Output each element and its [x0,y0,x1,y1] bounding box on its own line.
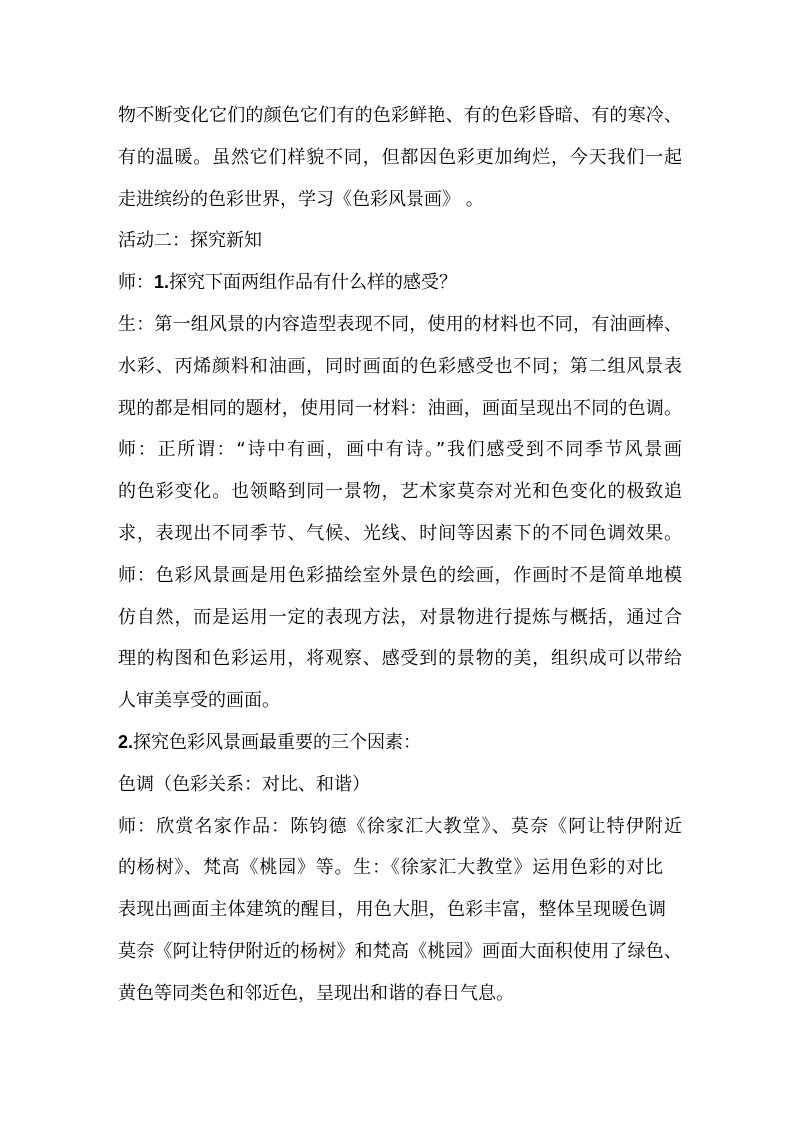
text-line [118,680,682,722]
text-line [118,973,682,1015]
question-line [118,262,682,304]
text-segment: 有的温暖。虽然它们样貌不同，但都因色彩更加绚烂，今天我们一起 [118,146,682,168]
text-segment: 色调（色彩关系：对比、和谐） [118,773,370,795]
item-number: 2. [118,731,134,752]
text-line [118,931,682,973]
text-line [118,95,682,137]
text-segment: 现的都是相同的题材，使用同一材料：油画，画面呈现出不同的色调。 [118,397,682,419]
text-segment: 探究下面两组作品有什么样的感受？ [169,272,458,294]
subsection-heading [118,722,682,764]
text-line [118,847,663,889]
text-segment: 水彩、丙烯颜料和油画，同时画面的色彩感受也不同；第二组风景表 [118,355,682,377]
text-line [118,555,682,597]
speaker-label: 师： [118,272,154,294]
section-heading [118,220,682,262]
text-segment: 理的构图和色彩运用，将观察、感受到的景物的美，组织成可以带给 [118,648,682,670]
text-segment: 求，表现出不同季节、气候、光线、时间等因素下的不同色调效果。 [118,522,682,544]
text-line [118,429,682,471]
text-line [118,806,682,848]
text-line [118,346,682,388]
text-line [118,889,666,931]
text-segment: 师：欣赏名家作品：陈钧德《徐家汇大教堂》、莫奈《阿让特伊附近 [118,815,682,837]
text-line [118,638,682,680]
text-segment: 师：色彩风景画是用色彩描绘室外景色的绘画，作画时不是简单地模 [118,564,682,586]
text-segment: 活动二：探究新知 [118,230,262,252]
text-line [118,471,682,513]
item-number: 1. [154,272,170,293]
text-segment: 的杨树》、梵高《桃园》等。生：《徐家汇大教堂》运用色彩的对比 [118,857,663,879]
text-segment: 探究色彩风景画最重要的三个因素： [133,731,422,753]
text-line [118,388,682,430]
text-segment: 生：第一组风景的内容造型表现不同，使用的材料也不同，有油画棒、 [118,313,682,335]
text-line [118,513,682,555]
text-segment: 走进缤纷的色彩世界，学习《色彩风景画》 。 [118,188,484,210]
text-segment: 莫奈《阿让特伊附近的杨树》和梵高《桃园》画面大面积使用了绿色、 [118,940,682,962]
text-line [118,597,682,639]
text-line [118,764,682,806]
text-segment: 的色彩变化。也领略到同一景物，艺术家莫奈对光和色变化的极致追 [118,481,682,503]
text-segment: 黄色等同类色和邻近色，呈现出和谐的春日气息。 [118,982,514,1004]
body-text [118,95,682,1015]
text-line [118,137,682,179]
text-segment: 表现出画面主体建筑的醒目，用色大胆，色彩丰富，整体呈现暖色调 [118,899,666,921]
text-segment: 物不断变化它们的颜色它们有的色彩鲜艳、有的色彩昏暗、有的寒冷、 [118,105,682,126]
text-line [118,179,682,221]
text-line [118,304,682,346]
text-segment: 仿自然，而是运用一定的表现方法，对景物进行提炼与概括，通过合 [118,606,682,628]
text-segment: 人审美享受的画面。 [118,690,280,712]
text-segment: 师：正所谓：“诗中有画，画中有诗。”我们感受到不同季节风景画 [118,439,682,461]
